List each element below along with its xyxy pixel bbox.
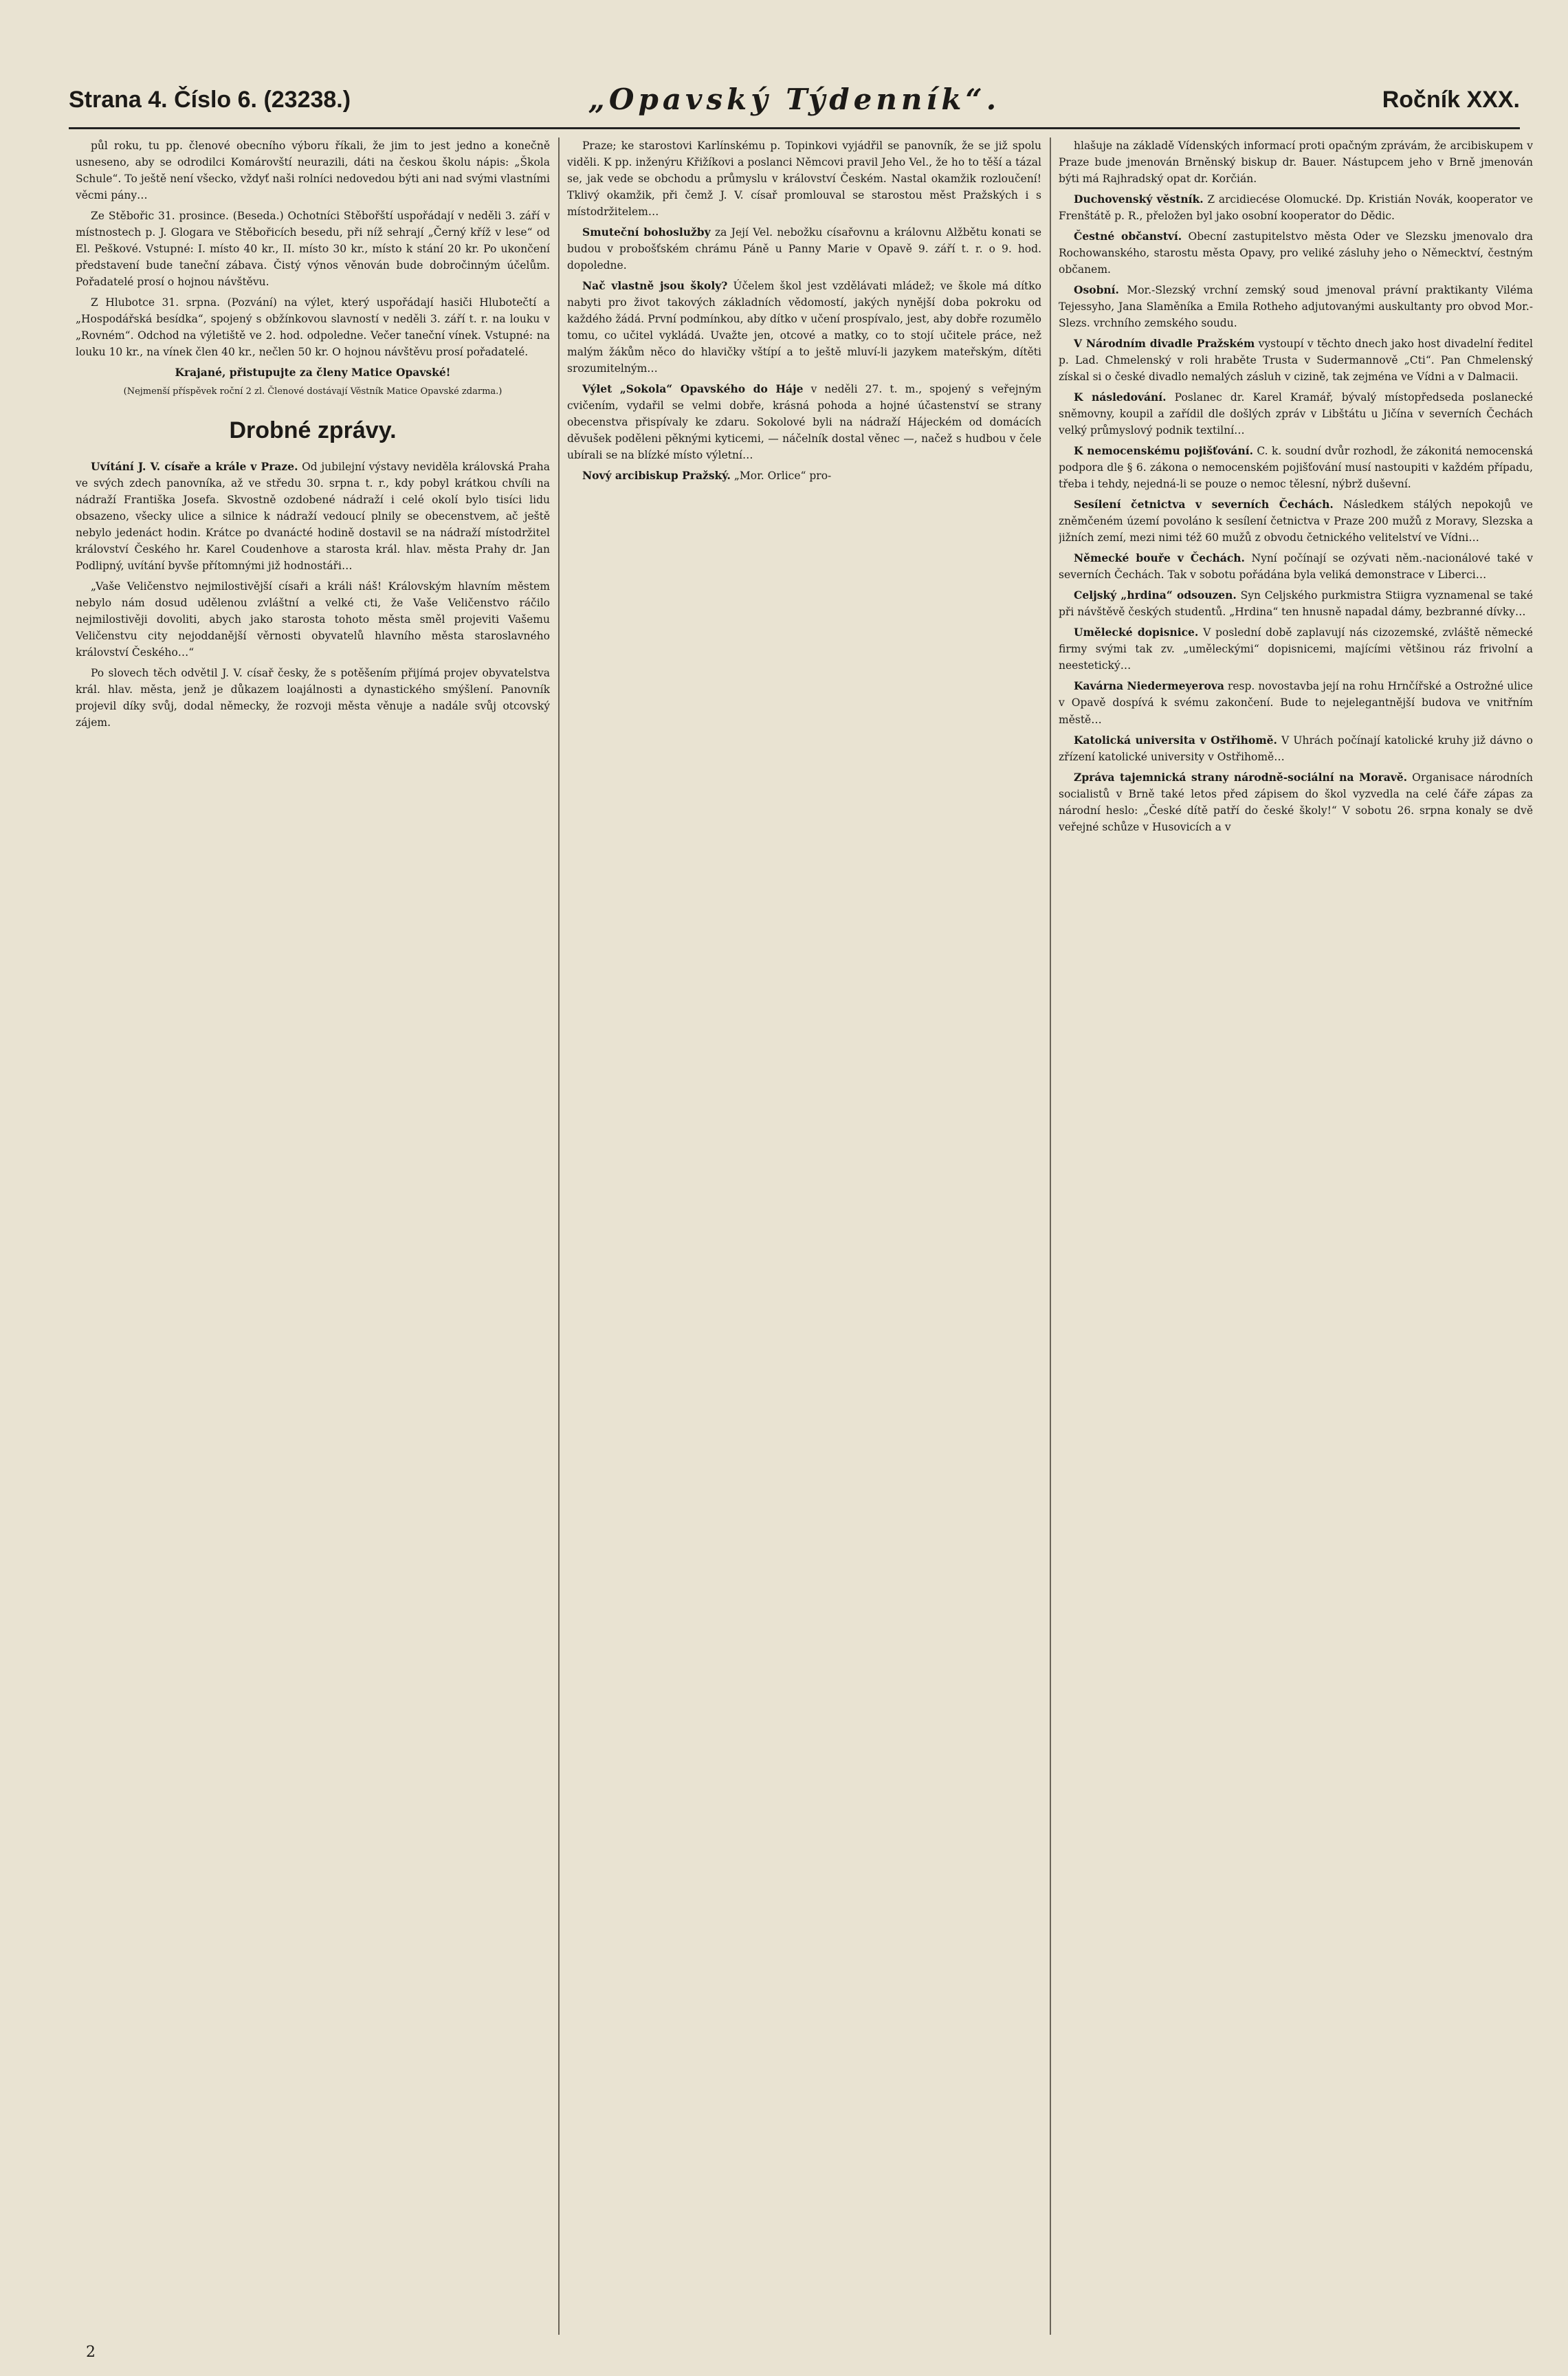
- article-text: Účelem škol jest vzdělávati mládež; ve škole má dítko nabyti pro život takových základních vědomostí, jakých nynější doba pokroku od každého žádá. První podmínkou, aby dítko v učení prospívalo, jest, aby dobře rozumělo tomu, co učitel vykládá. Uvažte jen, otcové a matky, co to stojí učitele práce, než malým žákům něco do hlavičky vštípí a to ještě mluví-li jazykem mateřským, dítěti srozumitelným…: [567, 280, 1041, 375]
- page-mark: 2: [86, 2344, 96, 2361]
- paragraph: hlašuje na základě Vídenských informací proti opačným zprávám, že arcibiskupem v Praze bude jmenován Brněnský biskup dr. Bauer. Nástupcem jeho v Brně jmenován býti má Rajhradský opat dr. Korčián.: [1059, 140, 1533, 186]
- paragraph: Po slovech těch odvětil J. V. císař česky, že s potěšením přijímá projev obyvatelstva král. hlav. města, jenž je důkazem loajálnosti a dynastického smýšlení. Panovník projevil díky svůj, dodal německy, že rozvoji města věnuje a nadále svůj otcovský zájem.: [76, 667, 550, 729]
- article-text: vystoupí v těchto dnech jako host divadelní ředitel p. Lad. Chmelenský v roli hraběte Trusta v Sudermannově „Cti“. Pan Chmelenský získal si o české divadlo nemalých zásluh v cizině, tak zejména ve Vídni a v Dalmacii.: [1059, 338, 1533, 384]
- article: [1059, 336, 1533, 385]
- paragraph: Ze Stěbořic 31. prosince. (Beseda.) Ochotníci Stěbořští uspořádají v neděli 3. září v místnostech p. J. Glogara ve Stěbořicích besedu, při níž sehrají „Černý kříž v lese“ od El. Peškové. Vstupné: I. místo 40 kr., II. místo 30 kr., místo k stání 20 kr. Po ukončení představení bude taneční zábava. Čistý výnos věnován bude dobročinným účelům. Pořadatelé prosí o hojnou návštěvu.: [76, 210, 550, 289]
- volume-number: Ročník XXX.: [1382, 87, 1520, 113]
- column-1: [76, 138, 550, 2335]
- article-lead: Sesílení četnictva v severních Čechách.: [1074, 498, 1334, 512]
- article: [1059, 550, 1533, 583]
- article: [1059, 496, 1533, 546]
- article: [567, 468, 1041, 484]
- article-lead: V Národním divadle Pražském: [1074, 337, 1255, 351]
- article-lead: Uvítání J. V. císaře a krále v Praze.: [91, 460, 298, 474]
- paragraph: Z Hlubotce 31. srpna. (Pozvání) na výlet, který uspořádají hasiči Hlubotečtí a „Hospodářská besídka“, spojený s obžínkovou slavností v neděli 3. září t. r. na louku v „Rovném“. Odchod na výletiště ve 2. hod. odpoledne. Večer taneční vínek. Vstupné: na louku 10 kr., na vínek člen 40 kr., nečlen 50 kr. O hojnou návštěvu prosí pořadatelé.: [76, 296, 550, 359]
- article-lead: Německé bouře v Čechách.: [1074, 551, 1245, 565]
- paragraph: půl roku, tu pp. členové obecního výboru říkali, že jim to jest jedno a konečně usneseno, aby se odrodilci Komárovští neurazili, dáti na českou školu nápis: „Škola Schule“. To ještě není všecko, vždyť naši rolníci nedovedou býti ani nad svými vlastními věcmi pány…: [76, 140, 550, 202]
- article-text: Od jubilejní výstavy neviděla královská Praha ve svých zdech panovníka, až ve středu 30. srpna t. r., kdy pobyl krátkou chvíli na nádraží Františka Josefa. Skvostně ozdobené nádraží i celé okolí bylo tisíci lidu obsazeno, všecky ulice a silnice k nádraží vedoucí plnily se obecenstvem, ač ještě nebylo jedenáct hodin. Krátce po dvanácté hodině dostavil se na nádraží místodržitel království Českého hr. Karel Coudenhove a starosta král. hlav. města Prahy dr. Jan Podlipný, uvítání byvše přítomnými již hodnostáři…: [76, 461, 550, 573]
- article-lead: Čestné občanství.: [1074, 230, 1182, 243]
- article-lead: Umělecké dopisnice.: [1074, 626, 1199, 639]
- article-lead: Celjský „hrdina“ odsouzen.: [1074, 588, 1237, 602]
- column-2: [567, 138, 1041, 2335]
- article-lead: Výlet „Sokola“ Opavského do Háje: [582, 382, 804, 396]
- column-divider: [558, 138, 560, 2335]
- article-lead: K následování.: [1074, 390, 1167, 404]
- article-text: v neděli 27. t. m., spojený s veřejným cvičením, vydařil se velmi dobře, krásná pohoda a hojné účastenství se strany obecenstva přispívaly ke zdaru. Sokolové byli na nádraží Hájeckém od domácích děvušek poděleni pěknými kyticemi, — náčelník dostal věnec —, načež s hudbou v čele ubírali se na blízké místo výletní…: [567, 383, 1041, 462]
- article-lead: Duchovenský věstník.: [1074, 192, 1204, 206]
- article-text: Organisace národních socialistů v Brně také letos před zápisem do škol vyzvedla na celé čáře zápas za národní heslo: „České dítě patří do české školy!“ V sobotu 26. srpna konaly se dvě veřejné schůze v Husovicích a v: [1059, 771, 1533, 833]
- article: [567, 278, 1041, 377]
- page-number-issue: Strana 4. Číslo 6. (23238.): [69, 87, 351, 113]
- article-lead: Zpráva tajemnická strany národně-sociální na Moravě.: [1074, 770, 1408, 784]
- article-lead: Nový arcibiskup Pražský.: [582, 469, 731, 483]
- article-text: C. k. soudní dvůr rozhodl, že zákonitá nemocenská podpora dle § 6. zákona o nemocenském pojišťování musí nastoupiti v každém případu, třeba i tehdy, nejedná-li se pouze o nemoc tělesní, nýbrž duševní.: [1059, 445, 1533, 491]
- article-lead: Nač vlastně jsou školy?: [582, 279, 728, 293]
- matice-appeal: Krajané, přistupujte za členy Matice Opavské!: [175, 366, 451, 380]
- article-text: „Mor. Orlice“ pro-: [733, 470, 832, 483]
- article: [1059, 228, 1533, 278]
- article-text: V Uhrách počínají katolické kruhy již dávno o zřízení katolické university v Ostřihomě…: [1059, 734, 1533, 763]
- article: [76, 459, 550, 574]
- article: [1059, 732, 1533, 765]
- article-text: Z arcidiecése Olomucké. Dp. Kristián Novák, kooperator ve Frenštátě p. R., přeložen byl jako osobní kooperator do Dědic.: [1059, 193, 1533, 223]
- article: [1059, 191, 1533, 224]
- article: [1059, 389, 1533, 439]
- article: [567, 381, 1041, 463]
- article-text: Nyní počínají se ozývati něm.-nacionálové také v severních Čechách. Tak v sobotu pořádána byla veliká demonstrace v Liberci…: [1059, 552, 1533, 582]
- article-lead: Katolická universita v Ostřihomě.: [1074, 733, 1277, 747]
- paragraph: „Vaše Veličenstvo nejmilostivější císaři a králi náš! Královským hlavním městem nebylo nám dosud udělenou zvláštní a velké cti, že Vaše Veličenstvo ráčilo nejmilostivěji dovoliti, abych jako starosta tohoto města směl projeviti Vašemu Veličenstvu city nejoddanější věrnosti obyvatelů hlavního města staroslavného království Českého…“: [76, 580, 550, 659]
- paragraph: Praze; ke starostovi Karlínskému p. Topinkovi vyjádřil se panovník, že se již spolu viděli. K pp. inženýru Křižíkovi a poslanci Němcovi pravil Jeho Vel., že ho to těší a tázal se, jak vede se obchodu a průmyslu v království Českém. Nastal okamžik rozloučení! Tklivý okamžik, při čemž J. V. císař promlouval se starostou měst Pražských i s místodržitelem…: [567, 140, 1041, 219]
- article: [1059, 769, 1533, 835]
- article-lead: Smuteční bohoslužby: [582, 226, 711, 239]
- article-text: Mor.-Slezský vrchní zemský soud jmenoval právní praktikanty Viléma Tejessyho, Jana Slaměníka a Emila Rotheho adjutovanými auskultanty pro obvod Mor.-Slezs. vrchního zemského soudu.: [1059, 284, 1533, 330]
- newspaper-title: „Opavský Týdenník“.: [588, 82, 1001, 116]
- article: [1059, 678, 1533, 727]
- matice-note: (Nejmenší příspěvek roční 2 zl. Členové dostávají Věstník Matice Opavské zdarma.): [123, 386, 503, 397]
- article-text: Následkem stálých nepokojů ve zněmčeném území povoláno k sesílení četnictva v Praze 200 mužů z Moravy, Slezska a jižních zemí, mezi nimi též 60 mužů z obvodu četnického velitelství ve Vídni…: [1059, 498, 1533, 544]
- header-rule: [69, 127, 1520, 129]
- article-text: resp. novostavba její na rohu Hrnčířské a Ostrožné ulice v Opavě dospívá k svému zakončení. Bude to nejelegantnější budova ve vnitřním městě…: [1059, 680, 1533, 726]
- section-title: Drobné zprávy.: [229, 417, 397, 444]
- article: [567, 224, 1041, 274]
- article-lead: K nemocenskému pojišťování.: [1074, 444, 1254, 458]
- article-text: za Její Vel. nebožku císařovnu a královnu Alžbětu konati se budou v probošťském chrámu Páně u Panny Marie v Opavě 9. září t. r. o 9. hod. dopoledne.: [567, 226, 1041, 272]
- article-lead: Kavárna Niedermeyerova: [1074, 679, 1224, 693]
- article: [1059, 587, 1533, 620]
- article: [1059, 443, 1533, 492]
- article-lead: Osobní.: [1074, 283, 1119, 297]
- article: [1059, 624, 1533, 674]
- page-header: [69, 82, 1520, 124]
- column-3: [1059, 138, 1533, 2335]
- article-text: Syn Celjského purkmistra Stiigra vyznamenal se také při návštěvě českých studentů. „Hrdina“ ten hnusně napadal dámy, bezbranné dívky…: [1059, 589, 1533, 619]
- article-text: V poslední době zaplavují nás cizozemské, zvláště německé firmy svými tak zv. „uměleckými“ dopisnicemi, majícími většinou ráz frivolní a neestetický…: [1059, 626, 1533, 672]
- article-text: Poslanec dr. Karel Kramář, bývalý místopředseda poslanecké sněmovny, koupil a zařídil dle došlých zpráv v Libštátu u Jičína v severních Čechách velký průmyslový podnik textilní…: [1059, 391, 1533, 437]
- article-text: Obecní zastupitelstvo města Oder ve Slezsku jmenovalo dra Rochowanského, starostu města Opavy, pro veliké zásluhy jeho o Německtví, čestným občanem.: [1059, 230, 1533, 276]
- article: [1059, 282, 1533, 331]
- column-divider: [1050, 138, 1051, 2335]
